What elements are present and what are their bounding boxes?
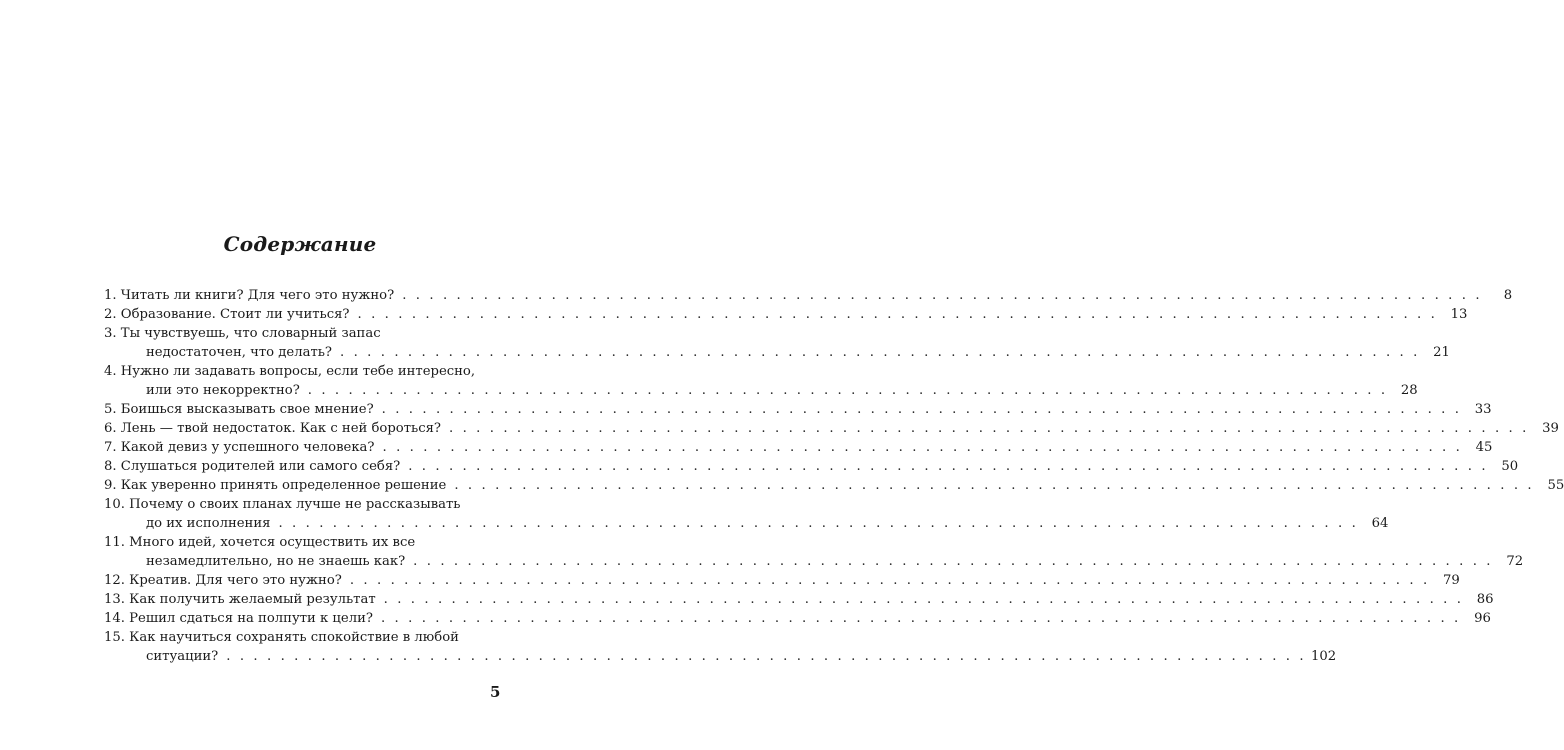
toc-entry-title: 6. Лень — твой недостаток. Как с ней бороться? [104, 421, 441, 436]
dot-leader: . . . . . . . . . . . . . . . . . . . . . . . . . . . . . . . . . . . . . . . . . . . . . . . . . . . . . . . . . . . . . . . . . . . . . . . . . . . . . . . . [349, 573, 1430, 588]
dot-leader: . . . . . . . . . . . . . . . . . . . . . . . . . . . . . . . . . . . . . . . . . . . . . . . . . . . . . . . . . . . . . . . . . . . . . . . . . . . . . . . . [382, 440, 1463, 455]
toc-entry-title: 14. Решил сдаться на полпути к цели? [104, 611, 373, 626]
toc-entry-title: 7. Какой девиз у успешного человека? [104, 440, 375, 455]
toc-entry [104, 362, 1418, 400]
page-number: 5 [490, 683, 501, 701]
toc-entry [104, 400, 1492, 419]
toc-entry [104, 457, 1519, 476]
toc-entry-page: 72 [1506, 554, 1524, 569]
toc-entry [104, 305, 1468, 324]
dot-leader: . . . . . . . . . . . . . . . . . . . . . . . . . . . . . . . . . . . . . . . . . . . . . . . . . . . . . . . . . . . . . . . . . . . . . . . . . . . . . . . . [413, 554, 1494, 569]
toc-entry-title: недостаточен, что делать? [146, 345, 332, 360]
toc-entry-page: 64 [1371, 516, 1389, 531]
toc-entry [104, 628, 1337, 666]
toc-entry-page: 21 [1433, 345, 1450, 360]
toc-entry [104, 476, 1564, 495]
toc-entry-page: 39 [1542, 421, 1559, 436]
toc-entry-page: 13 [1450, 307, 1468, 322]
dot-leader: . . . . . . . . . . . . . . . . . . . . . . . . . . . . . . . . . . . . . . . . . . . . . . . . . . . . . . . . . . . . . . . . . . . . . . . . . . . . . . . . [226, 649, 1307, 664]
toc-entry [104, 419, 1559, 438]
dot-leader: . . . . . . . . . . . . . . . . . . . . . . . . . . . . . . . . . . . . . . . . . . . . . . . . . . . . . . . . . . . . . . . . . . . . . . . . . . . . . . . . [402, 288, 1483, 303]
toc-entry-title: 2. Образование. Стоит ли учиться? [104, 307, 350, 322]
toc-entry-title: до их исполнения [146, 516, 271, 531]
table-of-contents [104, 286, 1564, 666]
toc-entry-title: ситуации? [146, 649, 219, 664]
toc-entry-page: 45 [1475, 440, 1493, 455]
toc-entry-page: 8 [1503, 288, 1513, 303]
toc-entry-page: 50 [1501, 459, 1519, 474]
toc-entry-title: незамедлительно, но не знаешь как? [146, 554, 406, 569]
dot-leader: . . . . . . . . . . . . . . . . . . . . . . . . . . . . . . . . . . . . . . . . . . . . . . . . . . . . . . . . . . . . . . . . . . . . . . . . . . . . . . . . [381, 402, 1462, 417]
dot-leader: . . . . . . . . . . . . . . . . . . . . . . . . . . . . . . . . . . . . . . . . . . . . . . . . . . . . . . . . . . . . . . . . . . . . . . . . . . . . . . . . [408, 459, 1489, 474]
toc-entry [104, 286, 1513, 305]
dot-leader: . . . . . . . . . . . . . . . . . . . . . . . . . . . . . . . . . . . . . . . . . . . . . . . . . . . . . . . . . . . . . . . . . . . . . . . . . . . . . . . . [307, 383, 1388, 398]
dot-leader: . . . . . . . . . . . . . . . . . . . . . . . . . . . . . . . . . . . . . . . . . . . . . . . . . . . . . . . . . . . . . . . . . . . . . . . . . . . . . . . . [357, 307, 1438, 322]
toc-title: Содержание [223, 232, 377, 256]
toc-entry [104, 324, 1450, 362]
toc-entry-title: 5. Боишься высказывать свое мнение? [104, 402, 374, 417]
toc-entry [104, 609, 1491, 628]
dot-leader: . . . . . . . . . . . . . . . . . . . . . . . . . . . . . . . . . . . . . . . . . . . . . . . . . . . . . . . . . . . . . . . . . . . . . . . . . . . . . . . . [278, 516, 1359, 531]
toc-entry-title: 4. Нужно ли задавать вопросы, если тебе интересно, [104, 364, 476, 379]
toc-entry-page: 55 [1547, 478, 1564, 493]
toc-entry-title: 12. Креатив. Для чего это нужно? [104, 573, 342, 588]
toc-entry-title: 15. Как научиться сохранять спокойствие в любой [104, 630, 459, 645]
toc-entry-title: 8. Слушаться родителей или самого себя? [104, 459, 401, 474]
toc-entry-title: 10. Почему о своих планах лучше не рассказывать [104, 497, 461, 512]
toc-entry-page: 102 [1310, 649, 1337, 664]
dot-leader: . . . . . . . . . . . . . . . . . . . . . . . . . . . . . . . . . . . . . . . . . . . . . . . . . . . . . . . . . . . . . . . . . . . . . . . . . . . . . . . . [380, 611, 1461, 626]
toc-entry [104, 533, 1524, 571]
toc-entry-page: 33 [1474, 402, 1492, 417]
toc-entry-title: 13. Как получить желаемый результат [104, 592, 376, 607]
dot-leader: . . . . . . . . . . . . . . . . . . . . . . . . . . . . . . . . . . . . . . . . . . . . . . . . . . . . . . . . . . . . . . . . . . . . . . . . . . . . . . . . [449, 421, 1529, 436]
dot-leader: . . . . . . . . . . . . . . . . . . . . . . . . . . . . . . . . . . . . . . . . . . . . . . . . . . . . . . . . . . . . . . . . . . . . . . . . . . . . . . . . [339, 345, 1420, 360]
dot-leader: . . . . . . . . . . . . . . . . . . . . . . . . . . . . . . . . . . . . . . . . . . . . . . . . . . . . . . . . . . . . . . . . . . . . . . . . . . . . . . . . [454, 478, 1535, 493]
toc-entry-title: 3. Ты чувствуешь, что словарный запас [104, 326, 381, 341]
toc-entry-title: 11. Много идей, хочется осуществить их все [104, 535, 416, 550]
toc-entry-title: или это некорректно? [146, 383, 300, 398]
toc-entry-page: 96 [1474, 611, 1491, 626]
toc-entry-page: 28 [1400, 383, 1418, 398]
toc-entry-title: 1. Читать ли книги? Для чего это нужно? [104, 288, 395, 303]
toc-entry-page: 86 [1476, 592, 1494, 607]
toc-entry [104, 571, 1460, 590]
toc-entry [104, 590, 1494, 609]
dot-leader: . . . . . . . . . . . . . . . . . . . . . . . . . . . . . . . . . . . . . . . . . . . . . . . . . . . . . . . . . . . . . . . . . . . . . . . . . . . . . . . . [383, 592, 1464, 607]
toc-entry [104, 495, 1389, 533]
toc-entry-page: 79 [1442, 573, 1460, 588]
toc-entry [104, 438, 1493, 457]
toc-entry-title: 9. Как уверенно принять определенное решение [104, 478, 447, 493]
